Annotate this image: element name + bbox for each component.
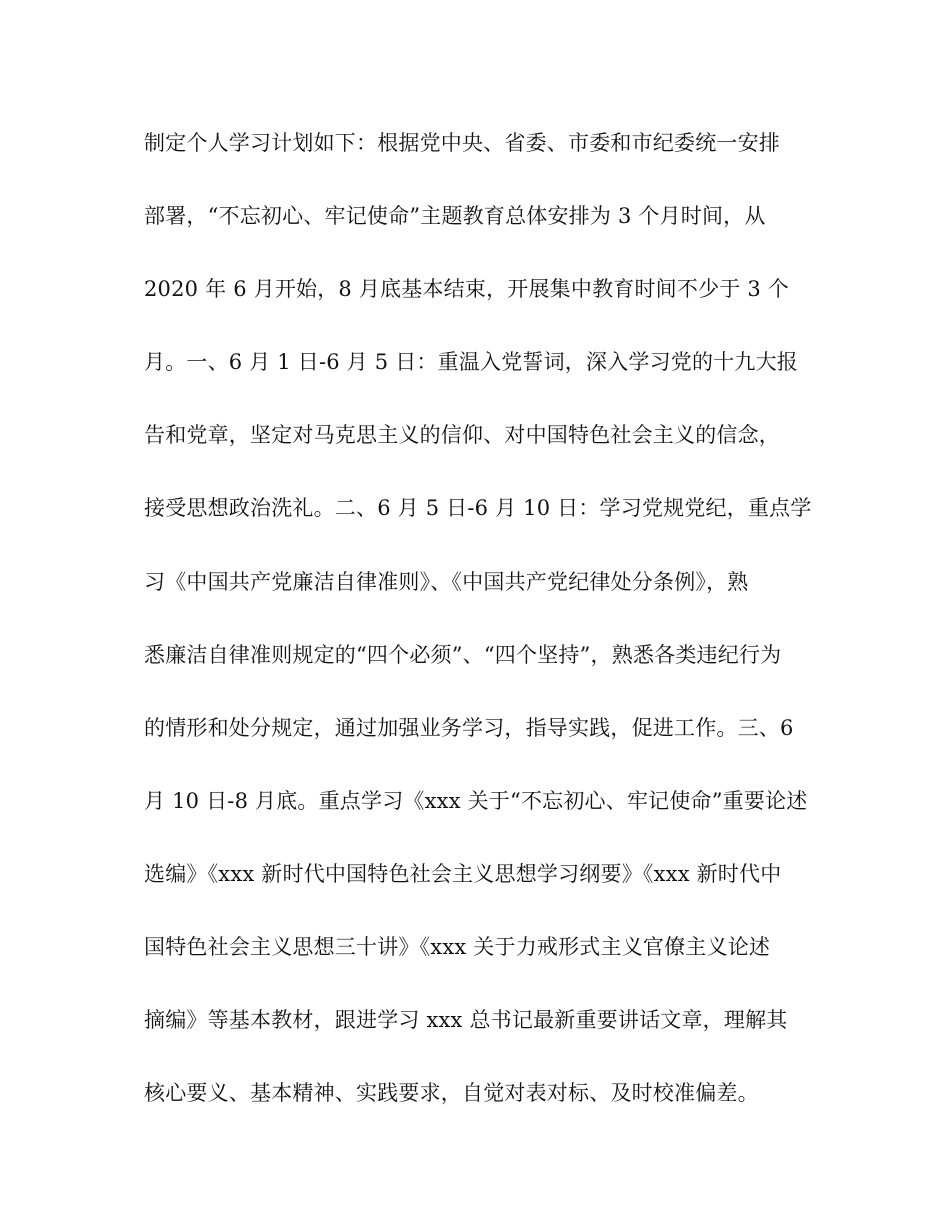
- text-line: 习《中国共产党廉洁自律准则》、《中国共产党纪律处分条例》，熟: [144, 569, 749, 594]
- text-line: 摘编》等基本教材，跟进学习 xxx 总书记最新重要讲话文章，理解其: [144, 1008, 788, 1033]
- text-line: 2020 年 6 月开始，8 月底基本结束，开展集中教育时间不少于 3 个: [144, 277, 789, 302]
- text-line: 部署，“不忘初心、牢记使命”主题教育总体安排为 3 个月时间，从: [144, 204, 766, 229]
- text-line: 告和党章，坚定对马克思主义的信仰、对中国特色社会主义的信念，: [144, 423, 780, 448]
- text-line: 国特色社会主义思想三十讲》《xxx 关于力戒形式主义官僚主义论述: [144, 935, 771, 960]
- text-line: 接受思想政治洗礼。二、6 月 5 日-6 月 10 日：学习党规党纪，重点学: [144, 496, 812, 521]
- text-line: 制定个人学习计划如下：根据党中央、省委、市委和市纪委统一安排: [144, 131, 780, 155]
- text-line: 悉廉洁自律准则规定的“四个必须”、“四个坚持”，熟悉各类违纪行为: [144, 642, 782, 667]
- document-body: [144, 122, 834, 1145]
- text-line: 选编》《xxx 新时代中国特色社会主义思想学习纲要》《xxx 新时代中: [144, 861, 782, 886]
- text-line: 核心要义、基本精神、实践要求，自觉对表对标、及时校准偏差。: [144, 1081, 759, 1106]
- text-line: 月。一、6 月 1 日-6 月 5 日：重温入党誓词，深入学习党的十九大报: [144, 350, 798, 375]
- text-line: 的情形和处分规定，通过加强业务学习，指导实践，促进工作。三、6: [144, 715, 794, 740]
- text-line: 月 10 日-8 月底。重点学习《xxx 关于“不忘初心、牢记使命”重要论述: [144, 788, 808, 813]
